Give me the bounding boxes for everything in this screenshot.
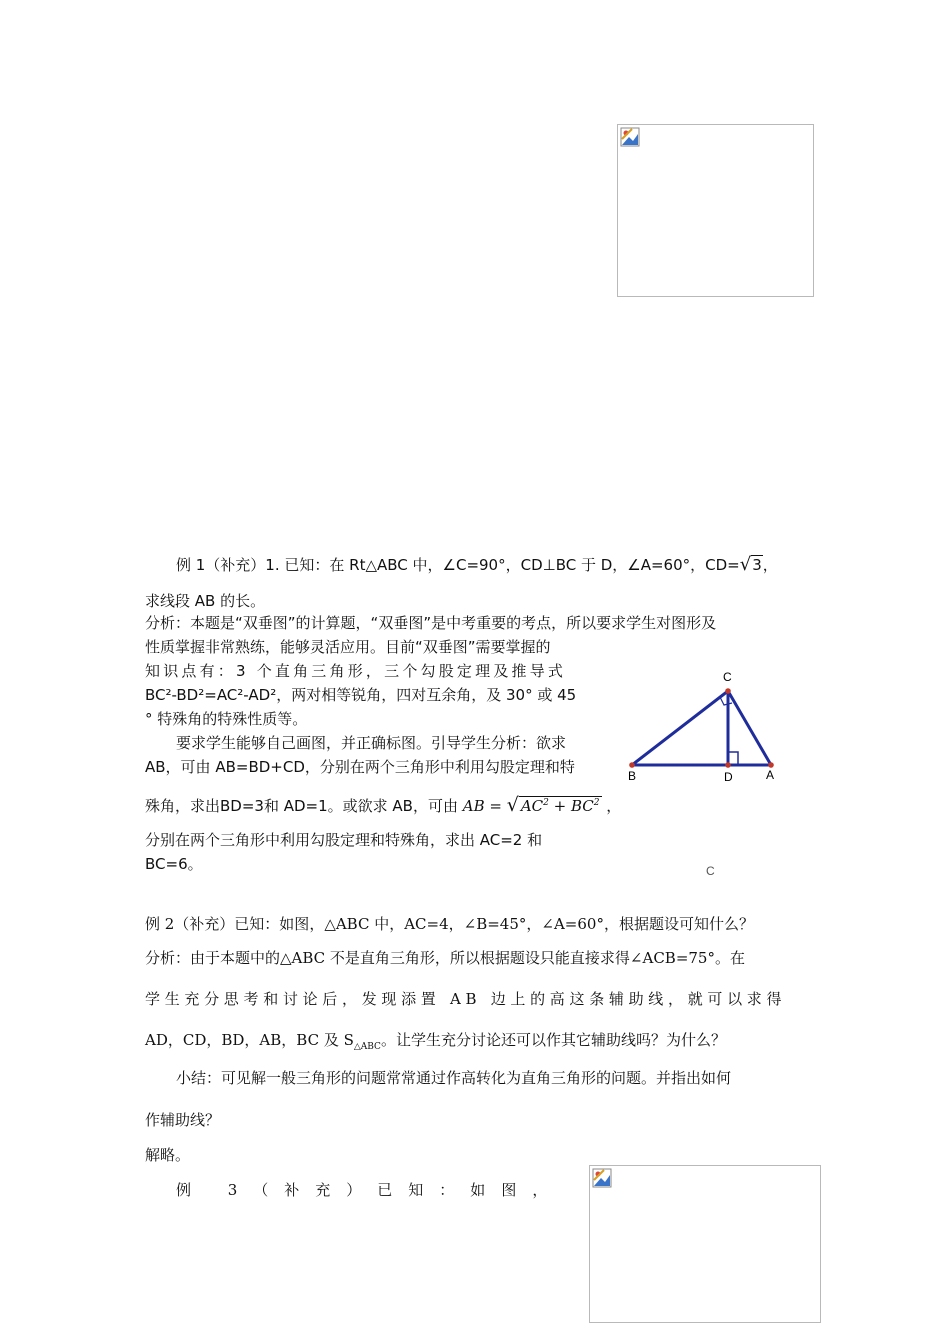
formula-ab: AB = √ $AC^2 + BC^2$ bbox=[462, 794, 600, 816]
guide-line1: 要求学生能够自己画图，并正确标图。引导学生分析：欲求 bbox=[176, 734, 567, 752]
image-placeholder-top bbox=[617, 124, 814, 297]
label-b: B bbox=[628, 769, 637, 783]
label-a: A bbox=[766, 768, 775, 782]
point-a bbox=[768, 762, 774, 768]
example2-analysis-line1: 分析：由于本题中的△ABC 不是直角三角形，所以根据题设只能直接求得∠ACB=75°。在 bbox=[145, 949, 745, 967]
triangle-figure bbox=[620, 665, 790, 880]
example3-line1: 例 3（补充）已知：如图， bbox=[176, 1181, 564, 1199]
point-b bbox=[629, 762, 635, 768]
stray-label: C bbox=[706, 864, 715, 878]
example2-analysis-line2: 学生充分思考和讨论后，发现添置 AB 边上的高这条辅助线，就可以求得 bbox=[145, 990, 787, 1008]
guide-line2: AB，可由 AB=BD+CD，分别在两个三角形中利用勾股定理和特 bbox=[145, 758, 575, 776]
analysis-line5: ° 特殊角的特殊性质等。 bbox=[145, 710, 308, 728]
analysis-line4: BC²-BD²=AC²-AD²，两对相等锐角，四对互余角，及 30° 或 45 bbox=[145, 686, 577, 704]
broken-image-icon bbox=[592, 1168, 612, 1192]
summary-line1: 小结：可见解一般三角形的问题常常通过作高转化为直角三角形的问题。并指出如何 bbox=[176, 1069, 732, 1087]
example2-line1: 例 2（补充）已知：如图，△ABC 中，AC=4，∠B=45°，∠A=60°，根据题设可知什么？ bbox=[145, 915, 754, 933]
analysis-line1: 分析：本题是“双垂图”的计算题，“双垂图”是中考重要的考点，所以要求学生对图形及 bbox=[145, 614, 717, 632]
example1-line2: 求线段 AB 的长。 bbox=[145, 592, 266, 610]
summary-line2: 作辅助线？ bbox=[145, 1111, 221, 1129]
guide-line4: 分别在两个三角形中利用勾股定理和特殊角，求出 AC=2 和 bbox=[145, 831, 543, 849]
example2-analysis-line3: AD，CD，BD，AB，BC 及 $S_{\triangle ABC}$。让学生充分讨论还可以作其它辅助线吗？为什么？ bbox=[145, 1031, 726, 1052]
right-angle-mark-c bbox=[720, 697, 732, 705]
analysis-line2: 性质掌握非常熟练，能够灵活应用。目前“双垂图”需要掌握的 bbox=[145, 638, 551, 656]
broken-image-icon bbox=[620, 127, 640, 151]
example1-line1: 例 1（补充）1. 已知：在 Rt△ABC 中，∠C=90°，CD⊥BC 于 D，∠A=60°，CD=√3， bbox=[176, 554, 778, 575]
guide-line3: 殊角，求出BD=3和 AD=1。或欲求 AB，可由 AB = √ $AC^2 + BC^2$ ， bbox=[145, 794, 622, 816]
answer-line: 解略。 bbox=[145, 1146, 191, 1164]
point-d bbox=[725, 762, 731, 768]
point-c bbox=[725, 688, 731, 694]
analysis-line3: 知识点有：3 个直角三角形，三个勾股定理及推导式 bbox=[145, 662, 567, 680]
label-d: D bbox=[724, 770, 733, 784]
image-placeholder-bottom bbox=[589, 1165, 821, 1323]
side-ca bbox=[728, 691, 771, 765]
guide-line5: BC=6。 bbox=[145, 855, 203, 873]
side-bc bbox=[632, 691, 728, 765]
label-c: C bbox=[723, 670, 732, 684]
